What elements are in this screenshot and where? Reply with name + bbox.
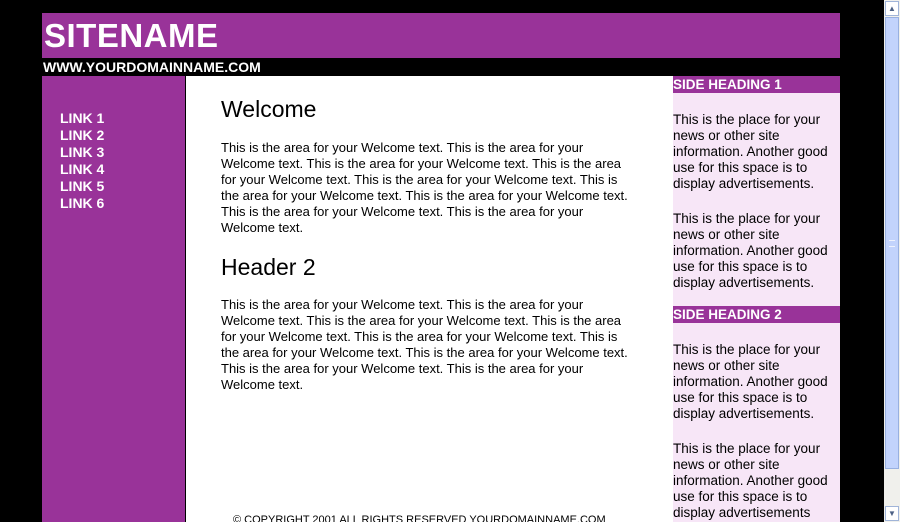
scroll-thumb[interactable] xyxy=(885,17,899,469)
side-heading-1: SIDE HEADING 1 xyxy=(673,76,840,93)
welcome-heading: Welcome xyxy=(221,96,317,122)
nav-item xyxy=(60,144,104,161)
nav-item xyxy=(60,127,104,144)
side-heading-2: SIDE HEADING 2 xyxy=(673,306,840,323)
right-sidebar xyxy=(673,76,840,522)
domain-name: WWW.YOURDOMAINNAME.COM xyxy=(43,59,261,75)
main-content xyxy=(186,76,673,522)
nav-link-5[interactable]: LINK 5 xyxy=(60,178,105,194)
welcome-paragraph: This is the area for your Welcome text. This is the area for your Welcome text. This is the area for your Welcome text. This is the area for your Welcome text. This is the area for your Welcome text. This is the area for your Welcome text. This is the area for your Welcome text. This is the area for your Welcome text. This is the area for your Welcome text. xyxy=(221,140,628,235)
nav-item xyxy=(60,178,104,195)
nav-item xyxy=(60,195,104,212)
nav-link-3[interactable]: LINK 3 xyxy=(60,144,105,160)
nav-link-2[interactable]: LINK 2 xyxy=(60,127,105,143)
left-nav xyxy=(42,76,185,522)
side-text-1b: This is the place for your news or other site information. Another good use for this space is to display advertisements. xyxy=(673,211,828,290)
vertical-scrollbar[interactable] xyxy=(884,0,900,522)
arrow-down-icon[interactable]: ▼ xyxy=(885,506,899,521)
site-name: SITENAME xyxy=(44,17,219,54)
side-text-1a: This is the place for your news or other site information. Another good use for this space is to display advertisements. xyxy=(673,112,828,191)
arrow-up-icon[interactable]: ▲ xyxy=(885,1,899,16)
header-2-heading: Header 2 xyxy=(221,254,316,280)
side-text-2b: This is the place for your news or other site information. Another good use for this space is to display advertisements xyxy=(673,441,828,520)
header-2-paragraph: This is the area for your Welcome text. This is the area for your Welcome text. This is the area for your Welcome text. This is the area for your Welcome text. This is the area for your Welcome text. This is the area for your Welcome text. This is the area for your Welcome text. This is the area for your Welcome text. This is the area for your Welcome text. xyxy=(221,297,628,392)
side-text-2a: This is the place for your news or other site information. Another good use for this space is to display advertisements. xyxy=(673,342,828,421)
nav-link-6[interactable]: LINK 6 xyxy=(60,195,105,211)
copyright-text: © COPYRIGHT 2001 ALL RIGHTS RESERVED YOURDOMAINNAME.COM xyxy=(233,514,606,522)
nav-link-1[interactable]: LINK 1 xyxy=(60,110,105,126)
nav-link-4[interactable]: LINK 4 xyxy=(60,161,105,177)
nav-list xyxy=(60,110,104,212)
nav-item xyxy=(60,110,104,127)
nav-item xyxy=(60,161,104,178)
grip-icon xyxy=(889,240,895,247)
header-bar xyxy=(42,13,840,58)
